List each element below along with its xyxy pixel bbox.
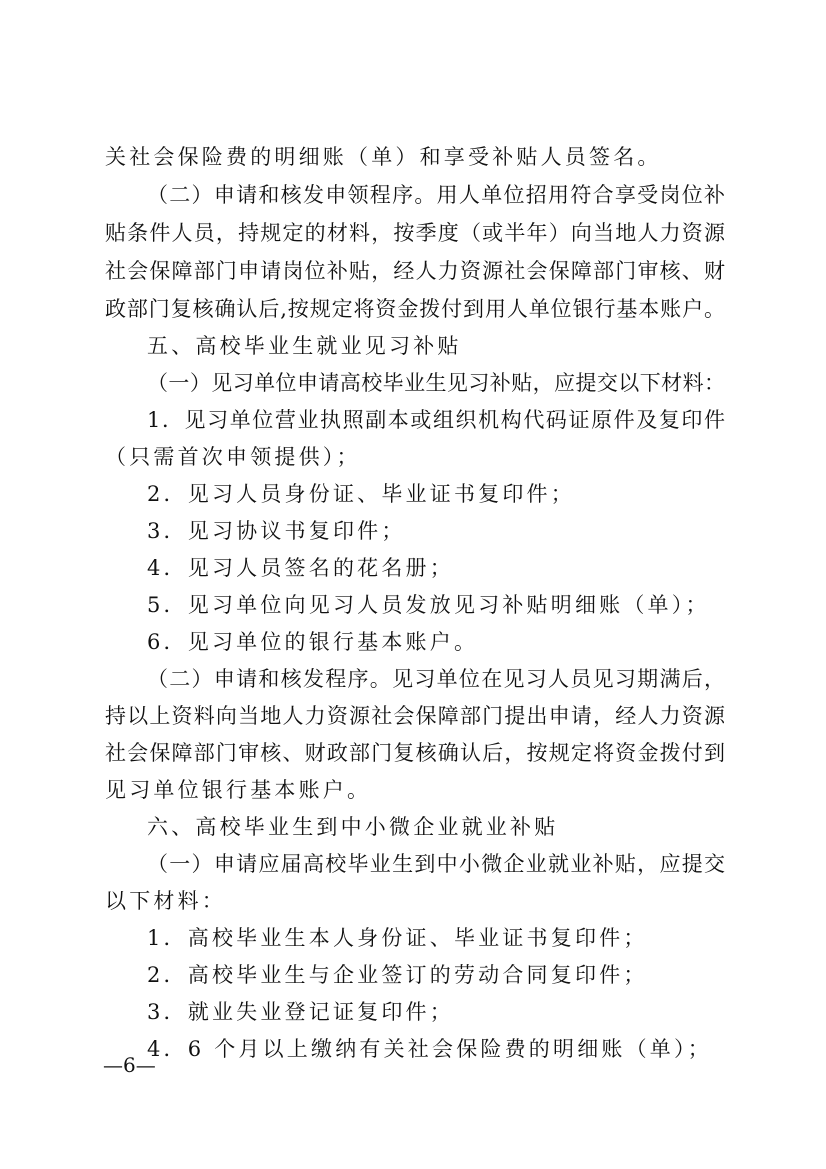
paragraph-line: 以下材料： <box>105 889 226 913</box>
list-item: 3．见习协议书复印件； <box>147 519 406 543</box>
section-heading: 六、高校毕业生到中小微企业就业补贴 <box>147 815 559 839</box>
paragraph-line: （只需首次申领提供）； <box>105 445 361 469</box>
paragraph-line: 关社会保险费的明细账（单）和享受补贴人员签名。 <box>105 145 662 169</box>
list-item: 2．高校毕业生与企业签订的劳动合同复印件； <box>147 963 648 987</box>
paragraph-line: 见习单位银行基本账户。 <box>105 778 372 802</box>
list-item: 1．高校毕业生本人身份证、毕业证书复印件； <box>147 926 648 950</box>
list-item: 1．见习单位营业执照副本或组织机构代码证原件及复印件 <box>147 408 725 432</box>
paragraph-line: 社会保障部门申请岗位补贴，经人力资源社会保障部门审核、财 <box>105 259 725 283</box>
paragraph-line: （二）申请和核发申领程序。用人单位招用符合享受岗位补 <box>147 183 725 207</box>
paragraph-line: 政部门复核确认后,按规定将资金拨付到用人单位银行基本账户。 <box>105 297 725 321</box>
list-item: 3．就业失业登记证复印件； <box>147 1000 454 1024</box>
page-number: —6— <box>103 1053 156 1077</box>
list-item: 6．见习单位的银行基本账户。 <box>147 630 479 654</box>
list-item: 2．见习人员身份证、毕业证书复印件； <box>147 482 575 506</box>
paragraph-line: （一）见习单位申请高校毕业生见习补贴，应提交以下材料： <box>147 371 725 395</box>
paragraph-line: 持以上资料向当地人力资源社会保障部门提出申请，经人力资源 <box>105 704 725 728</box>
section-heading: 五、高校毕业生就业见习补贴 <box>147 334 462 358</box>
paragraph-line: （二）申请和核发程序。见习单位在见习人员见习期满后， <box>147 667 725 691</box>
paragraph-line: （一）申请应届高校毕业生到中小微企业就业补贴，应提交 <box>147 852 725 876</box>
list-item: 4．6 个月以上缴纳有关社会保险费的明细账（单）； <box>147 1037 712 1061</box>
paragraph-line: 社会保障部门审核、财政部门复核确认后，按规定将资金拨付到 <box>105 741 725 765</box>
paragraph-line: 贴条件人员，持规定的材料，按季度（或半年）向当地人力资源 <box>105 221 725 245</box>
list-item: 4．见习人员签名的花名册； <box>147 556 454 580</box>
list-item: 5．见习单位向见习人员发放见习补贴明细账（单）； <box>147 593 710 617</box>
